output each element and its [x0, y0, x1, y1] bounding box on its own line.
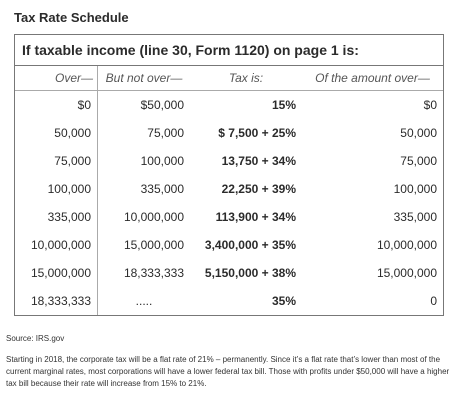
table-heading: If taxable income (line 30, Form 1120) on page 1 is: [15, 35, 443, 66]
explanatory-note: Starting in 2018, the corporate tax will be a flat rate of 21% – permanently. Since it’s a flat rate that’s lower than most of the current marginal rates, most corporations will have a lower federal tax bill. Those with profits under $50,000 will have a higher tax bill because their rate will increase from 15% to 21%. [6, 355, 450, 388]
cell-tax-is: $ 7,500 + 25% [218, 126, 296, 140]
cell-over: 75,000 [15, 147, 98, 175]
tax-rate-table [14, 34, 444, 316]
column-header-but-not-over: But not over— [98, 66, 191, 91]
table-row [15, 203, 443, 231]
column-header-over: Over— [15, 66, 98, 91]
cell-but-not-over: 15,000,000 [123, 238, 184, 252]
page-title: Tax Rate Schedule [14, 10, 129, 25]
cell-but-not-over: $50,000 [140, 98, 184, 112]
header-row [15, 66, 443, 91]
cell-amount-over: 15,000,000 [376, 266, 437, 280]
cell-tax-is: 22,250 + 39% [221, 182, 296, 196]
cell-amount-over: 50,000 [400, 126, 437, 140]
cell-tax-is: 5,150,000 + 38% [204, 266, 296, 280]
source-line: Source: IRS.gov [6, 334, 65, 343]
cell-amount-over: 335,000 [393, 210, 437, 224]
cell-amount-over: $0 [423, 98, 437, 112]
table-row [15, 287, 443, 315]
cell-but-not-over: 10,000,000 [123, 210, 184, 224]
cell-over: 100,000 [15, 175, 98, 203]
cell-tax-is: 3,400,000 + 35% [204, 238, 296, 252]
table-row [15, 147, 443, 175]
schedule-table [15, 66, 443, 315]
cell-tax-is: 35% [271, 294, 296, 308]
cell-over: 335,000 [15, 203, 98, 231]
cell-but-not-over: ..... [135, 294, 153, 308]
cell-amount-over: 75,000 [400, 154, 437, 168]
cell-over: 10,000,000 [15, 231, 98, 259]
table-row [15, 175, 443, 203]
column-header-tax-is: Tax is: [190, 66, 302, 91]
cell-amount-over: 100,000 [393, 182, 437, 196]
cell-but-not-over: 335,000 [140, 182, 184, 196]
table-row [15, 91, 443, 120]
cell-but-not-over: 100,000 [140, 154, 184, 168]
cell-amount-over: 10,000,000 [376, 238, 437, 252]
table-row [15, 231, 443, 259]
table-row [15, 119, 443, 147]
cell-over: 15,000,000 [15, 259, 98, 287]
cell-tax-is: 13,750 + 34% [221, 154, 296, 168]
cell-tax-is: 15% [271, 98, 296, 112]
cell-but-not-over: 18,333,333 [123, 266, 184, 280]
cell-over: 18,333,333 [15, 287, 98, 315]
cell-over: 50,000 [15, 119, 98, 147]
cell-over: $0 [15, 91, 98, 120]
table-row [15, 259, 443, 287]
cell-amount-over: 0 [430, 294, 437, 308]
cell-tax-is: 113,900 + 34% [215, 210, 296, 224]
column-header-of-amount-over: Of the amount over— [302, 66, 443, 91]
cell-but-not-over: 75,000 [147, 126, 184, 140]
